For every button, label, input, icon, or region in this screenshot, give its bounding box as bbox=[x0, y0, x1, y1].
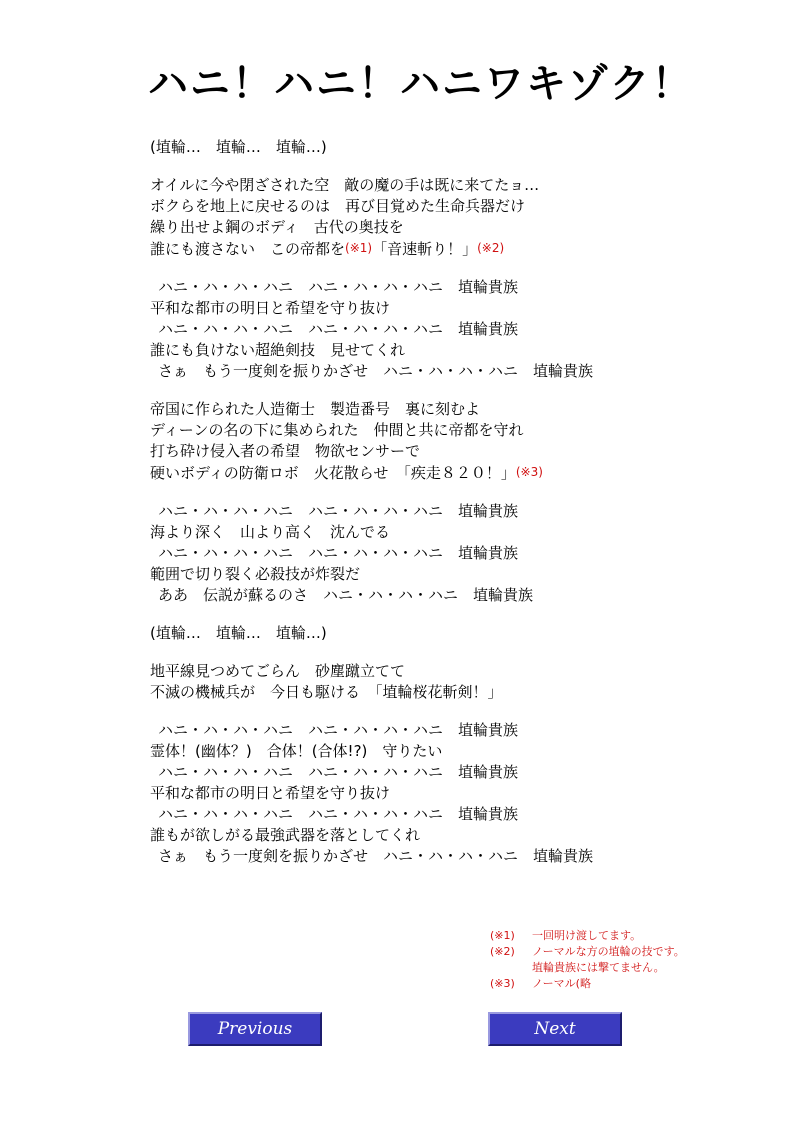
stanza-verse-2 bbox=[150, 399, 770, 484]
lyric-line: ディーンの名の下に集められた 仲間と共に帝都を守れ bbox=[150, 421, 524, 439]
page-title: ハニ！ハニ！ハニワキゾク！ bbox=[148, 61, 694, 107]
stanza-interlude bbox=[150, 623, 770, 644]
lyric-line: 霊体！(幽体？) 合体！(合体!?) 守りたい bbox=[150, 742, 443, 760]
lyric-text: 「音速斬り！」 bbox=[372, 240, 478, 258]
lyric-line: さぁ もう一度剣を振りかざせ ハニ・ハ・ハ・ハニ 埴輪貴族 bbox=[158, 847, 594, 865]
footnote-item bbox=[490, 944, 685, 960]
lyric-line: 海より深く 山より高く 沈んでる bbox=[150, 523, 391, 541]
lyric-line: 範囲で切り裂く必殺技が炸裂だ bbox=[150, 565, 361, 583]
lyric-line: ハニ・ハ・ハ・ハニ ハニ・ハ・ハ・ハニ 埴輪貴族 bbox=[158, 278, 519, 296]
footnote-key: (※3) bbox=[490, 977, 515, 990]
lyric-line: さぁ もう一度剣を振りかざせ ハニ・ハ・ハ・ハニ 埴輪貴族 bbox=[158, 362, 594, 380]
stanza-intro bbox=[150, 137, 770, 158]
lyric-line: 繰り出せよ鋼のボディ 古代の奥技を bbox=[150, 218, 404, 236]
lyric-line: 不滅の機械兵が 今日も駆ける 「埴輪桜花斬剣！」 bbox=[150, 683, 503, 701]
lyric-line: 平和な都市の明日と希望を守り抜け bbox=[150, 784, 391, 802]
footnote-marker-1: (※1) bbox=[345, 241, 373, 255]
stanza-bridge bbox=[150, 661, 770, 703]
lyric-line: 帝国に作られた人造衛士 製造番号 裏に刻むよ bbox=[150, 400, 481, 418]
lyric-line: ボクらを地上に戻せるのは 再び目覚めた生命兵器だけ bbox=[150, 197, 526, 215]
lyric-text: 硬いボディの防衛ロボ 火花散らせ 「疾走８２０！」 bbox=[150, 464, 516, 482]
next-button[interactable]: Next bbox=[488, 1012, 622, 1046]
lyric-line: オイルに今や閉ざされた空 敵の魔の手は既に来てたョ… bbox=[150, 176, 540, 194]
footnote-marker-2: (※2) bbox=[477, 241, 505, 255]
lyric-line: ハニ・ハ・ハ・ハニ ハニ・ハ・ハ・ハニ 埴輪貴族 bbox=[158, 763, 519, 781]
lyric-line: 打ち砕け侵入者の希望 物欲センサーで bbox=[150, 442, 421, 460]
footnote-marker-3: (※3) bbox=[515, 465, 543, 479]
footnote-key: (※1) bbox=[490, 929, 515, 942]
lyric-line: 誰にも負けない超絶剣技 見せてくれ bbox=[150, 341, 406, 359]
footnote-text: ノーマル(略 bbox=[532, 977, 591, 990]
lyric-line: ハニ・ハ・ハ・ハニ ハニ・ハ・ハ・ハニ 埴輪貴族 bbox=[158, 805, 519, 823]
lyric-line: (埴輪… 埴輪… 埴輪…) bbox=[150, 138, 327, 156]
footnote-key: (※2) bbox=[490, 945, 515, 958]
lyric-line: ハニ・ハ・ハ・ハニ ハニ・ハ・ハ・ハニ 埴輪貴族 bbox=[158, 721, 519, 739]
stanza-verse-1 bbox=[150, 175, 770, 260]
lyric-line: (埴輪… 埴輪… 埴輪…) bbox=[150, 624, 327, 642]
lyric-text: 誰にも渡さない この帝都を bbox=[150, 240, 346, 258]
page-navigation bbox=[0, 1012, 800, 1046]
lyric-line bbox=[150, 238, 770, 260]
lyrics-body bbox=[150, 137, 770, 884]
footnote-item bbox=[490, 976, 685, 992]
lyric-line: 誰もが欲しがる最強武器を落としてくれ bbox=[150, 826, 421, 844]
footnote-text: ノーマルな方の埴輪の技です。 bbox=[532, 945, 685, 958]
stanza-chorus-3 bbox=[150, 720, 770, 867]
footnotes bbox=[490, 928, 685, 992]
lyric-line: ああ 伝説が蘇るのさ ハニ・ハ・ハ・ハニ 埴輪貴族 bbox=[158, 586, 534, 604]
footnote-text: 一回明け渡してます。 bbox=[532, 929, 642, 942]
stanza-chorus-2 bbox=[150, 501, 770, 606]
lyric-line: 地平線見つめてごらん 砂塵蹴立てて bbox=[150, 662, 406, 680]
previous-button[interactable]: Previous bbox=[188, 1012, 322, 1046]
lyric-line: ハニ・ハ・ハ・ハニ ハニ・ハ・ハ・ハニ 埴輪貴族 bbox=[158, 544, 519, 562]
lyric-line: ハニ・ハ・ハ・ハニ ハニ・ハ・ハ・ハニ 埴輪貴族 bbox=[158, 320, 519, 338]
lyric-line: 平和な都市の明日と希望を守り抜け bbox=[150, 299, 391, 317]
footnote-subtext: 埴輪貴族には撃てません。 bbox=[532, 961, 665, 974]
footnote-item bbox=[490, 928, 685, 944]
lyric-line: ハニ・ハ・ハ・ハニ ハニ・ハ・ハ・ハニ 埴輪貴族 bbox=[158, 502, 519, 520]
lyric-line bbox=[150, 462, 770, 484]
stanza-chorus-1 bbox=[150, 277, 770, 382]
